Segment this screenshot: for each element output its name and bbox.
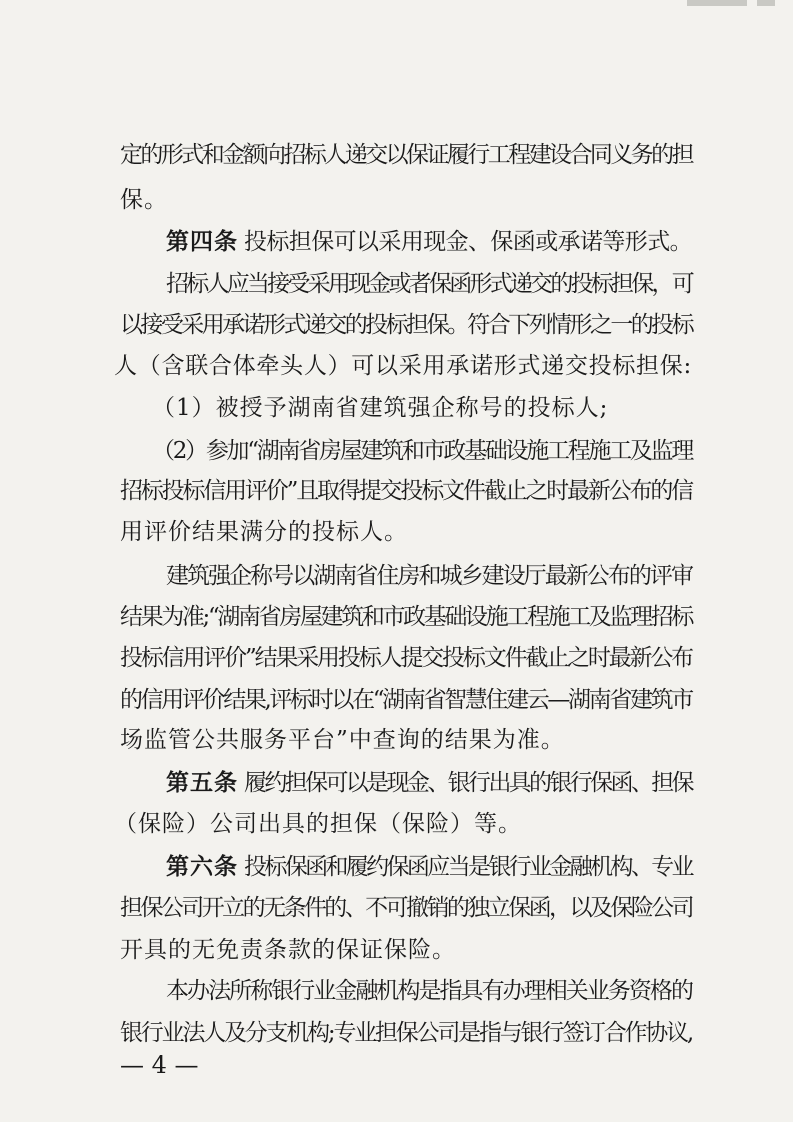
line-text: 本办法所称银行业金融机构是指具有办理相关业务资格的 <box>166 978 693 1004</box>
text-line <box>0 638 793 678</box>
article-label: 第六条 <box>166 853 238 880</box>
line-text: 银行业法人及分支机构;专业担保公司是指与银行签订合作协议, <box>120 1020 692 1046</box>
text-line <box>0 264 793 304</box>
text-line <box>0 680 793 720</box>
line-text: 结果为准;“湖南省房屋建筑和市政基础设施工程施工及监理招标 <box>120 604 693 630</box>
page-number: — 4 — <box>120 1051 199 1079</box>
text-line <box>0 471 793 511</box>
text-line <box>0 1013 793 1053</box>
text-line <box>0 512 793 552</box>
line-text: 招标人应当接受采用现金或者保函形式递交的投标担保，可 <box>166 271 692 297</box>
text-line <box>0 431 793 471</box>
line-text: 开具的无免责条款的保证保险。 <box>120 937 456 963</box>
line-text: 人（含联合体牵头人）可以采用承诺形式递交投标担保: <box>114 353 692 379</box>
text-line <box>0 556 793 596</box>
text-line <box>0 180 793 220</box>
scan-mark-small <box>757 0 775 6</box>
text-line <box>0 971 793 1011</box>
line-text: 投标担保可以采用现金、保函或承诺等形式。 <box>244 229 693 255</box>
line-text: 保。 <box>120 187 168 213</box>
line-text: 定的形式和金额向招标人递交以保证履行工程建设合同义务的担 <box>120 142 693 168</box>
text-line <box>0 930 793 970</box>
text-line <box>0 346 793 386</box>
line-text: 以接受采用承诺形式递交的投标担保。符合下列情形之一的投标 <box>120 312 693 338</box>
line-text: （保险）公司出具的担保（保险）等。 <box>114 811 522 837</box>
line-text: 用评价结果满分的投标人。 <box>120 519 408 545</box>
line-text: 履约担保可以是现金、银行出具的银行保函、担保 <box>244 770 692 796</box>
line-text: 投标信用评价”结果采用投标人提交投标文件截止之时最新公布 <box>120 645 692 671</box>
text-line <box>0 135 793 175</box>
line-text: 的信用评价结果,评标时以在“湖南省智慧住建云—湖南省建筑市 <box>120 687 692 713</box>
line-text: 建筑强企称号以湖南省住房和城乡建设厅最新公布的评审 <box>166 563 693 589</box>
article-label: 第五条 <box>166 769 238 796</box>
text-line <box>0 720 793 760</box>
article-six-line <box>0 847 793 887</box>
text-line <box>0 804 793 844</box>
text-line <box>0 388 793 428</box>
article-four-line <box>0 222 793 262</box>
text-line <box>0 888 793 928</box>
article-five-line <box>0 763 793 803</box>
text-line <box>0 305 793 345</box>
article-label: 第四条 <box>166 228 238 255</box>
line-text: 场监管公共服务平台”中查询的结果为准。 <box>120 727 565 753</box>
scan-mark <box>687 0 747 6</box>
text-line <box>0 597 793 637</box>
line-text: （2）参加“湖南省房屋建筑和市政基础设施工程施工及监理 <box>152 438 693 464</box>
line-text: 招标投标信用评价”且取得提交投标文件截止之时最新公布的信 <box>120 478 692 504</box>
line-text: （1）被授予湖南省建筑强企称号的投标人; <box>152 395 609 421</box>
line-text: 担保公司开立的无条件的、不可撤销的独立保函，以及保险公司 <box>120 895 693 921</box>
line-text: 投标保函和履约保函应当是银行业金融机构、专业 <box>244 854 692 880</box>
